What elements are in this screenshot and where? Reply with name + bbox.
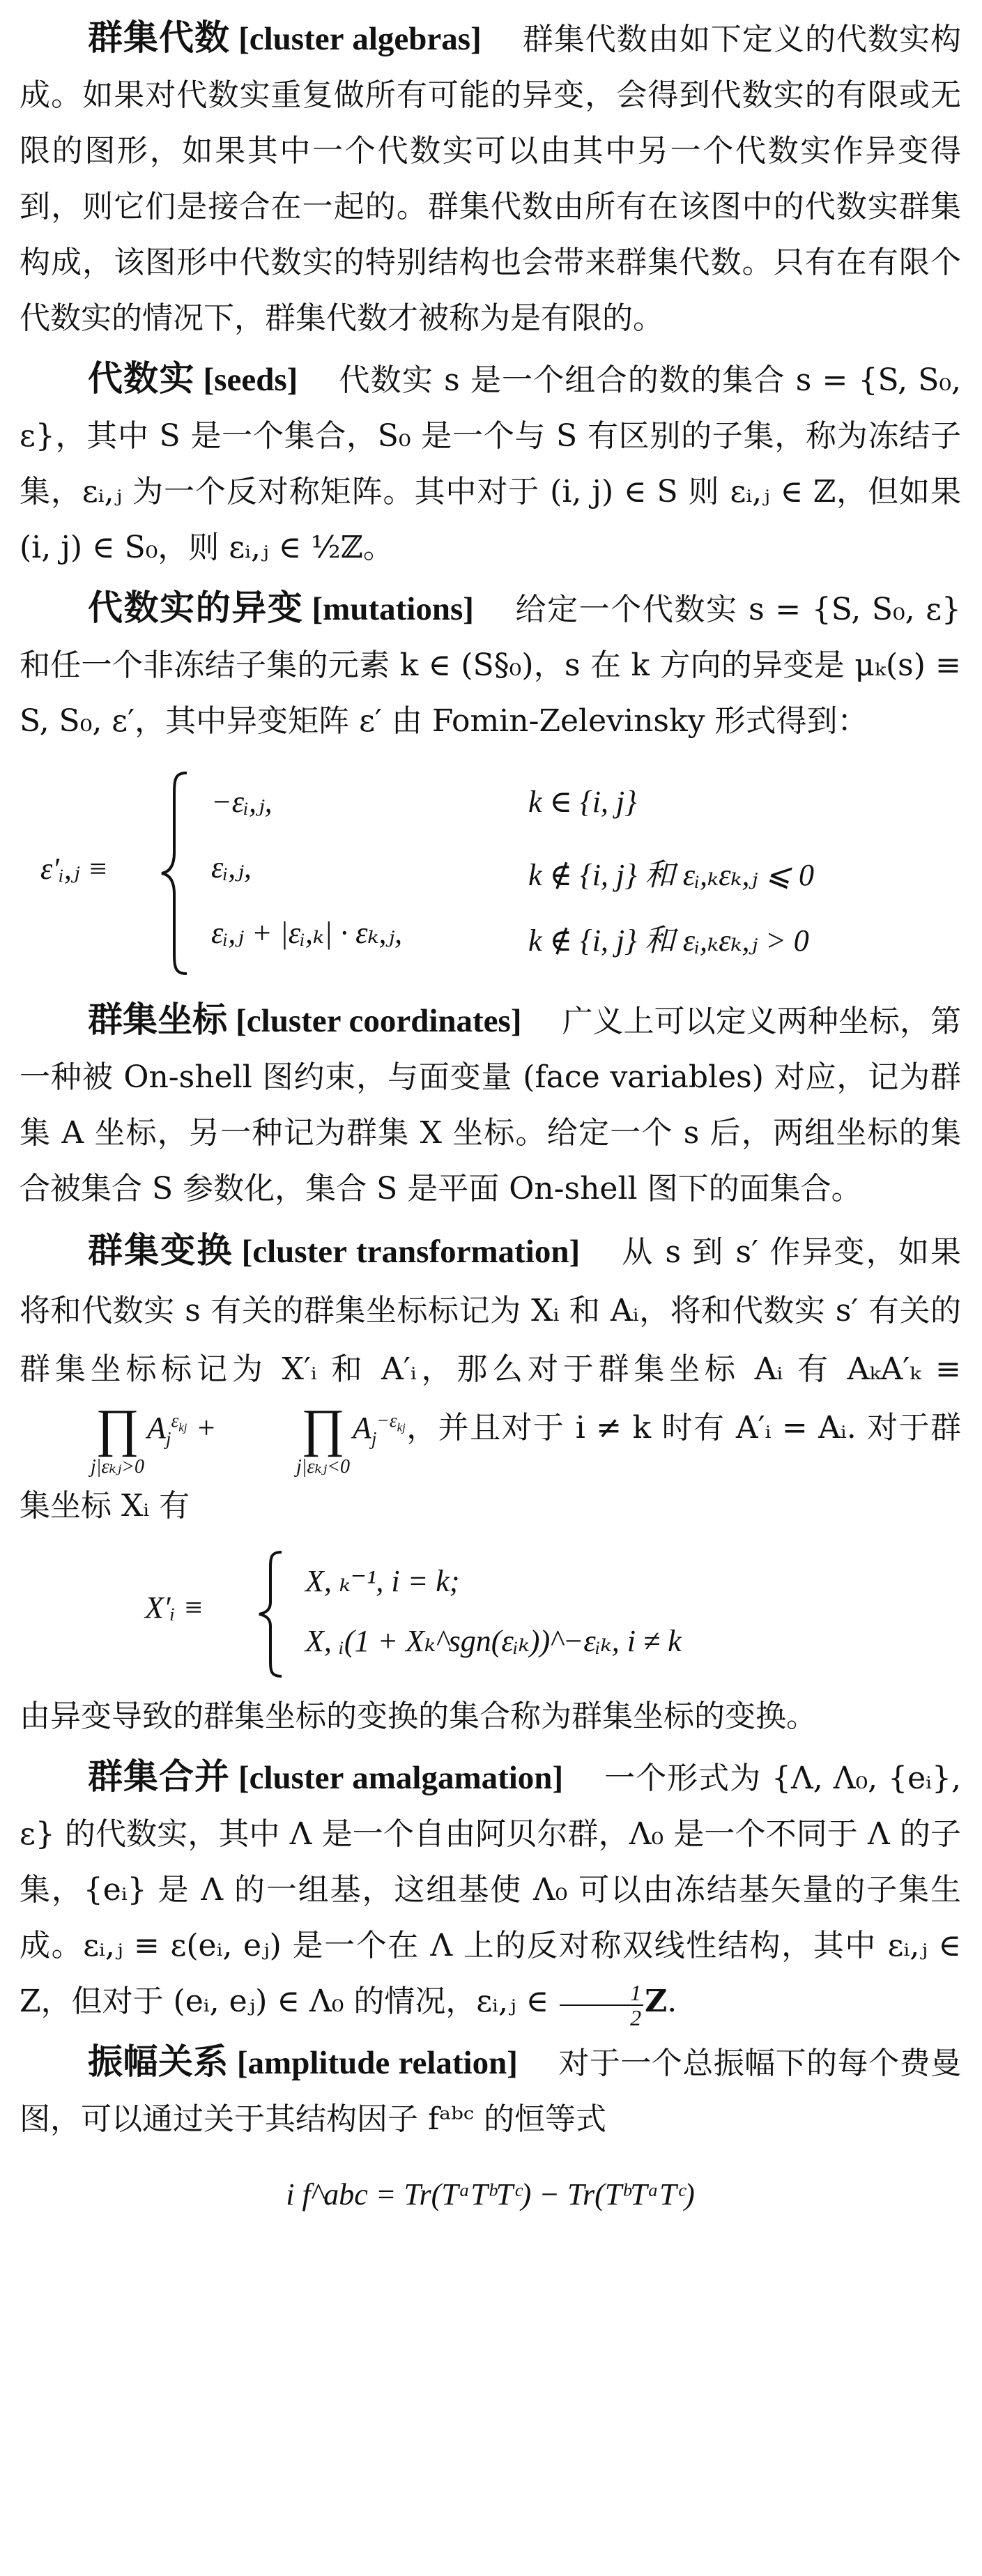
product-operator: ∏ j|εₖⱼ>0 xyxy=(22,1402,144,1477)
entry-heading-en: [amplitude relation] xyxy=(236,2045,518,2081)
case-row: X, ᵢ(1 + Xₖ^sgn(εᵢₖ))^−εᵢₖ, i ≠ k xyxy=(305,1624,682,1658)
entry-heading-cn: 群集代数 xyxy=(88,17,231,58)
entry-text: ，并且对于 i ≠ k 时有 A′ᵢ = Aᵢ. 对于群集坐标 Xᵢ 有 xyxy=(20,1410,961,1524)
x-transformation-formula xyxy=(20,1547,961,1679)
entry-heading-cn: 代数实的异变 xyxy=(88,588,304,628)
entry-text: 一个形式为 {Λ, Λ₀, {eᵢ}, ε} 的代数实，其中 Λ 是一个自由阿贝尔群，Λ₀ 是一个不同于 Λ 的子集，{eᵢ} 是 Λ 的一组基，这组基使 Λ₀ 可以由冻结基矢量的子集生成。εᵢ,ⱼ ≡ ε(eᵢ, eⱼ) 是一个在 Λ 上的反对称双线性结构，其中 εᵢ,ⱼ ∈ Z，但对于 (eᵢ, eⱼ) ∈ Λ₀ 的情况，εᵢ,ⱼ ∈ xyxy=(20,1761,962,2019)
entry-heading-cn: 群集变换 xyxy=(88,1230,233,1271)
case-row: X, ₖ⁻¹, i = k; xyxy=(305,1564,460,1598)
left-brace-icon xyxy=(159,770,190,976)
case-row xyxy=(211,784,637,820)
entry-text: 对于一个总振幅下的每个费曼图，可以通过关于其结构因子 fᵃᵇᶜ 的恒等式 xyxy=(20,2046,962,2137)
entry-text: 代数实 s 是一个组合的数的集合 s = {S, S₀, ε}，其中 S 是一个集合，S₀ 是一个与 S 有区别的子集，称为冻结子集，εᵢ,ⱼ 为一个反对称矩阵。其中对于 (i, j) ∈ S 则 εᵢ,ⱼ ∈ ℤ，但如果 (i, j) ∈ S₀，则 εᵢ,ⱼ ∈ ½ℤ。 xyxy=(20,362,961,565)
entry-heading-cn: 振幅关系 xyxy=(88,2041,229,2082)
mutation-formula xyxy=(20,767,961,976)
case-value: εᵢ,ⱼ, xyxy=(211,850,252,884)
trace-equation: i f^abc = Tr(TᵃTᵇTᶜ) − Tr(TᵇTᵃTᶜ) xyxy=(286,2177,695,2211)
fraction-one-half: $\frac{1}{2}$ xyxy=(560,1981,643,2030)
entry-text: 广义上可以定义两种坐标，第一种被 On-shell 图约束，与面变量 (face variables) 对应，记为群集 A 坐标，另一种记为群集 X 坐标。给定一个 s 后，两组坐标的集合被集合 S 参数化，集合 S 是平面 On-shell 图下的面集合。 xyxy=(20,1004,961,1206)
case-value: εᵢ,ⱼ + |εᵢ,ₖ| · εₖ,ⱼ, xyxy=(211,916,403,950)
trace-identity-formula xyxy=(20,2153,961,2230)
entry-text: 给定一个代数实 s = {S, S₀, ε} 和任一个非冻结子集的元素 k ∈ (S§₀)，s 在 k 方向的异变是 μₖ(s) ≡ S, S₀, ε′，其中异变矩阵 ε′ 由 Fomin-Zelevinsky 形式得到： xyxy=(20,592,961,739)
left-brace-icon xyxy=(256,1549,284,1679)
entry-mutations xyxy=(20,580,961,749)
product-subscript: j|εₖⱼ<0 xyxy=(296,1456,350,1478)
entry-heading-cn: 群集合并 xyxy=(88,1756,230,1797)
case-row xyxy=(211,915,809,958)
product-subscript: j|εₖⱼ>0 xyxy=(91,1456,145,1478)
entry-cluster-amalgamation: 群集合并 [cluster amalgamation] 一个形式为 {Λ, Λ₀, {eᵢ}, ε} 的代数实，其中 Λ 是一个自由阿贝尔群，Λ₀ 是一个不同于 Λ 的子集，{eᵢ} 是 Λ 的一组基，这组基使 Λ₀ 可以由冻结基矢量的子集生成。εᵢ,ⱼ ≡ ε(eᵢ, eⱼ) 是一个在 Λ 上的反对称双线性结构，其中 εᵢ,ⱼ ∈ Z，但对于 (eᵢ, eⱼ) ∈ Λ₀ 的情况，εᵢ,ⱼ ∈ $\frac{1}{2}$ Z. xyxy=(20,1756,962,2030)
entry-heading-cn: 代数实 xyxy=(88,358,195,399)
case-row xyxy=(211,850,814,892)
entry-heading-en: [cluster transformation] xyxy=(241,1234,581,1270)
entry-heading-en: [mutations] xyxy=(312,591,474,627)
entry-heading-en: [cluster coordinates] xyxy=(236,1003,522,1039)
formula-lhs: X′ᵢ ≡ xyxy=(145,1590,204,1625)
case-condition: k ∈ {i, j} xyxy=(528,785,637,819)
formula-lhs: ε′ᵢ,ⱼ ≡ xyxy=(40,852,109,886)
case-value: −εᵢ,ⱼ, xyxy=(211,785,273,819)
case-condition: k ∉ {i, j} 和 εᵢ,ₖεₖ,ⱼ > 0 xyxy=(528,923,809,958)
entry-heading-cn: 群集坐标 xyxy=(88,999,228,1040)
entry-seeds xyxy=(20,351,961,576)
entry-amplitude-relation xyxy=(20,2034,961,2147)
entry-text: 从 s 到 s′ 作异变，如果将和代数实 s 有关的群集坐标标记为 Xᵢ 和 Aᵢ，将和代数实 s′ 有关的群集坐标标记为 X′ᵢ 和 A′ᵢ，那么对于群集坐标 Aᵢ 有 AₖA′ₖ ≡ xyxy=(20,1234,961,1387)
case-condition: k ∉ {i, j} 和 εᵢ,ₖεₖ,ⱼ ⩽ 0 xyxy=(528,858,814,892)
transformation-summary: 由异变导致的群集坐标的变换的集合称为群集坐标的变换。 xyxy=(20,1699,817,1734)
product-operator: ∏ j|εₖⱼ<0 xyxy=(228,1402,350,1477)
entry-cluster-transformation: 群集变换 [cluster transformation] 从 s 到 s′ 作异变，如果将和代数实 s 有关的群集坐标标记为 Xᵢ 和 Aᵢ，将和代数实 s′ 有关的群集坐标标记为 X′ᵢ 和 A′ᵢ，那么对于群集坐标 Aᵢ 有 AₖA′ₖ ≡ ∏ j|εₖⱼ>0 $A_j^{\varepsilon_{kj}}$ + ∏ j|εₖⱼ<0 $A_j^{-\varepsilon_{kj}}$，并且对于 i ≠ k 时有 A′ᵢ = Aᵢ. 对于群集坐标 Xᵢ 有 xyxy=(20,1230,961,1524)
entry-heading-en: [cluster amalgamation] xyxy=(238,1760,564,1796)
entry-cluster-coordinates xyxy=(20,992,961,1217)
entry-heading-en: [cluster algebras] xyxy=(238,21,482,57)
entry-cluster-algebras xyxy=(20,10,961,346)
entry-text: 群集代数由如下定义的代数实构成。如果对代数实重复做所有可能的异变，会得到代数实的有限或无限的图形，如果其中一个代数实可以由其中另一个代数实作异变得到，则它们是接合在一起的。群集代数由所有在该图中的代数实群集构成，该图形中代数实的特别结构也会带来群集代数。只有在有限个代数实的情况下，群集代数才被称为是有限的。 xyxy=(20,22,961,336)
entry-heading-en: [seeds] xyxy=(203,362,298,398)
